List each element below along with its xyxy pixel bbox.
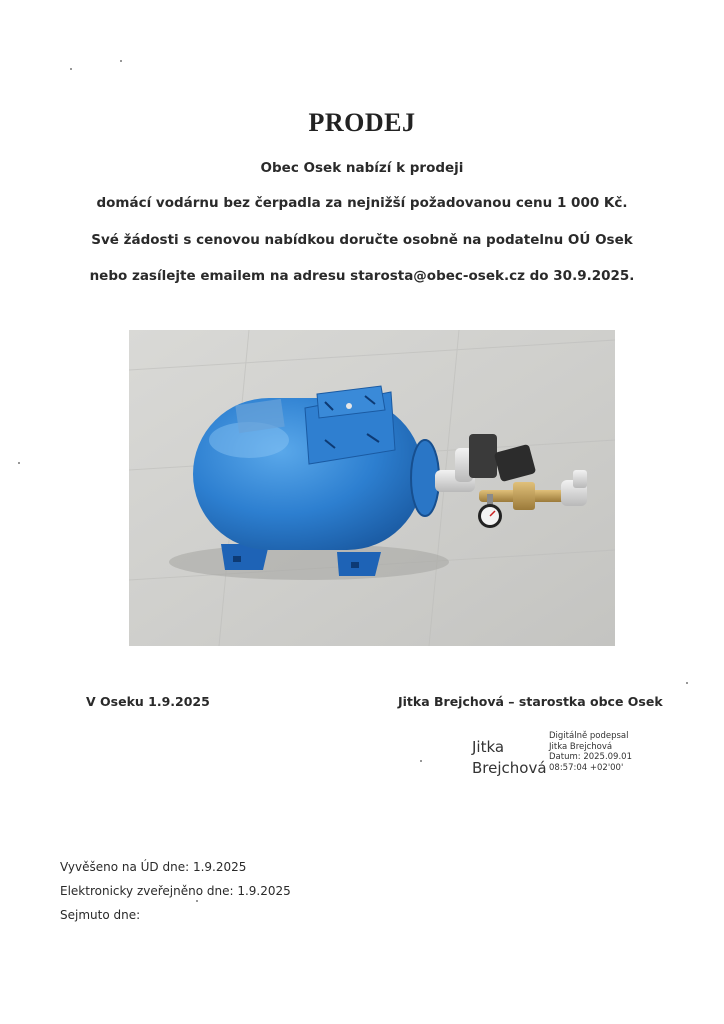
product-photo: [129, 330, 615, 646]
signature-detail-line: Jitka Brejchová: [549, 741, 613, 752]
mayor-signature-line: Jitka Brejchová – starostka obce Osek: [398, 694, 663, 709]
signature-detail-line: Datum: 2025.09.01: [549, 752, 632, 762]
removed-date: Sejmuto dne:: [60, 908, 141, 922]
scan-speck: [420, 760, 422, 762]
notice-line-2: domácí vodárnu bez čerpadla za nejnižší požadovanou cenu 1 000 Kč.: [96, 195, 628, 211]
digital-signature-block: [472, 731, 672, 781]
notice-line-3: Své žádosti s cenovou nabídkou doručte osobně na podatelnu OÚ Osek: [91, 232, 633, 248]
scan-speck: [120, 60, 122, 62]
notice-title: PRODEJ: [308, 108, 416, 137]
posted-date: Vyvěšeno na ÚD dne: 1.9.2025: [60, 860, 247, 874]
scan-speck: [18, 462, 20, 464]
published-date: Elektronicky zveřejněno dne: 1.9.2025: [60, 884, 291, 898]
signature-detail-line: 08:57:04 +02'00': [549, 762, 624, 773]
signature-details: [549, 731, 632, 773]
notice-line-4: nebo zasílejte emailem na adresu starosta@obec-osek.cz do 30.9.2025.: [89, 268, 635, 284]
place-and-date: V Oseku 1.9.2025: [86, 694, 210, 709]
signature-name-last: Brejchová: [472, 759, 547, 777]
signature-name: [472, 737, 547, 779]
scan-speck: [196, 900, 198, 902]
scan-speck: [686, 682, 688, 684]
notice-line-1: Obec Osek nabízí k prodeji: [260, 160, 464, 176]
signature-detail-line: Digitálně podepsal: [549, 731, 629, 741]
signature-name-first: Jitka: [472, 738, 505, 756]
scan-speck: [70, 68, 72, 70]
